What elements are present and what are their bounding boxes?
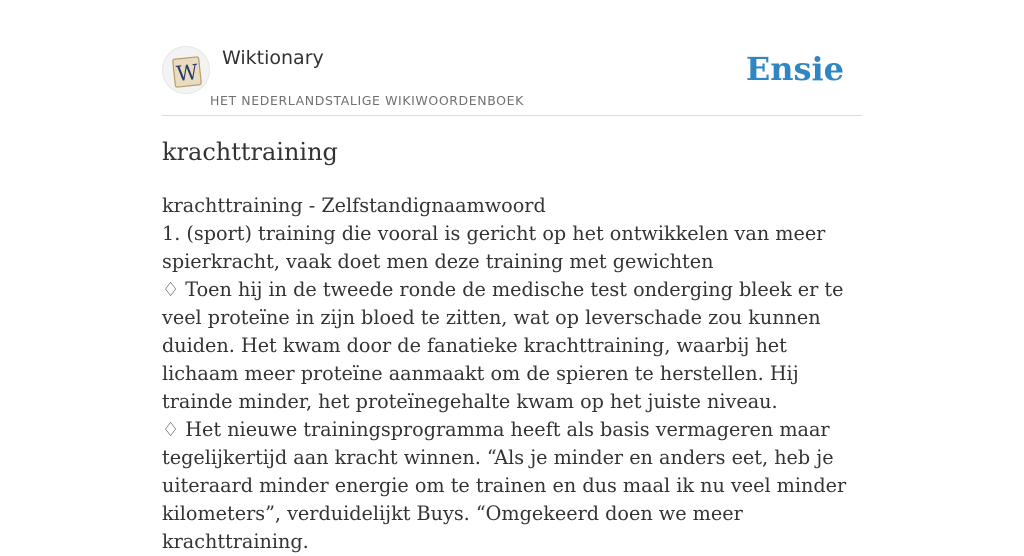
example-sentence: ♢ Toen hij in de tweede ronde de medische test onderging bleek er te veel proteïne in zijn bloed te zitten, wat op leverschade zou kunnen duiden. Het kwam door de fanatieke krachttraining, waarbij het lichaam meer proteïne aanmaakt om de spieren te herstellen. Hij trainde minder, het proteïnegehalte kwam op het juiste niveau.: [162, 278, 844, 413]
site-header: [162, 44, 862, 116]
definition: 1. (sport) training die vooral is gericht op het ontwikkelen van meer spierkracht, vaak doet men deze training met gewichten: [162, 222, 826, 273]
entry-content: [162, 192, 862, 556]
site-tagline: HET NEDERLANDSTALIGE WIKIWOORDENBOEK: [210, 93, 524, 108]
ensie-brand-logo[interactable]: Ensie: [745, 50, 844, 88]
part-of-speech-line: krachttraining - Zelfstandignaamwoord: [162, 194, 546, 217]
wiktionary-logo-icon[interactable]: [162, 46, 210, 94]
site-name[interactable]: Wiktionary: [222, 47, 324, 69]
example-sentence: ♢ Het nieuwe trainingsprogramma heeft als basis vermageren maar tegelijkertijd aan kracht winnen. “Als je minder en anders eet, heb je uiteraard minder energie om te trainen en dus maal ik nu veel minder kilometers”, verduidelijkt Buys. “Omgekeerd doen we meer krachttraining.: [162, 418, 847, 553]
logo-tile: [163, 47, 211, 95]
logo-letter: W: [175, 59, 200, 87]
page-title: krachttraining: [162, 138, 338, 166]
